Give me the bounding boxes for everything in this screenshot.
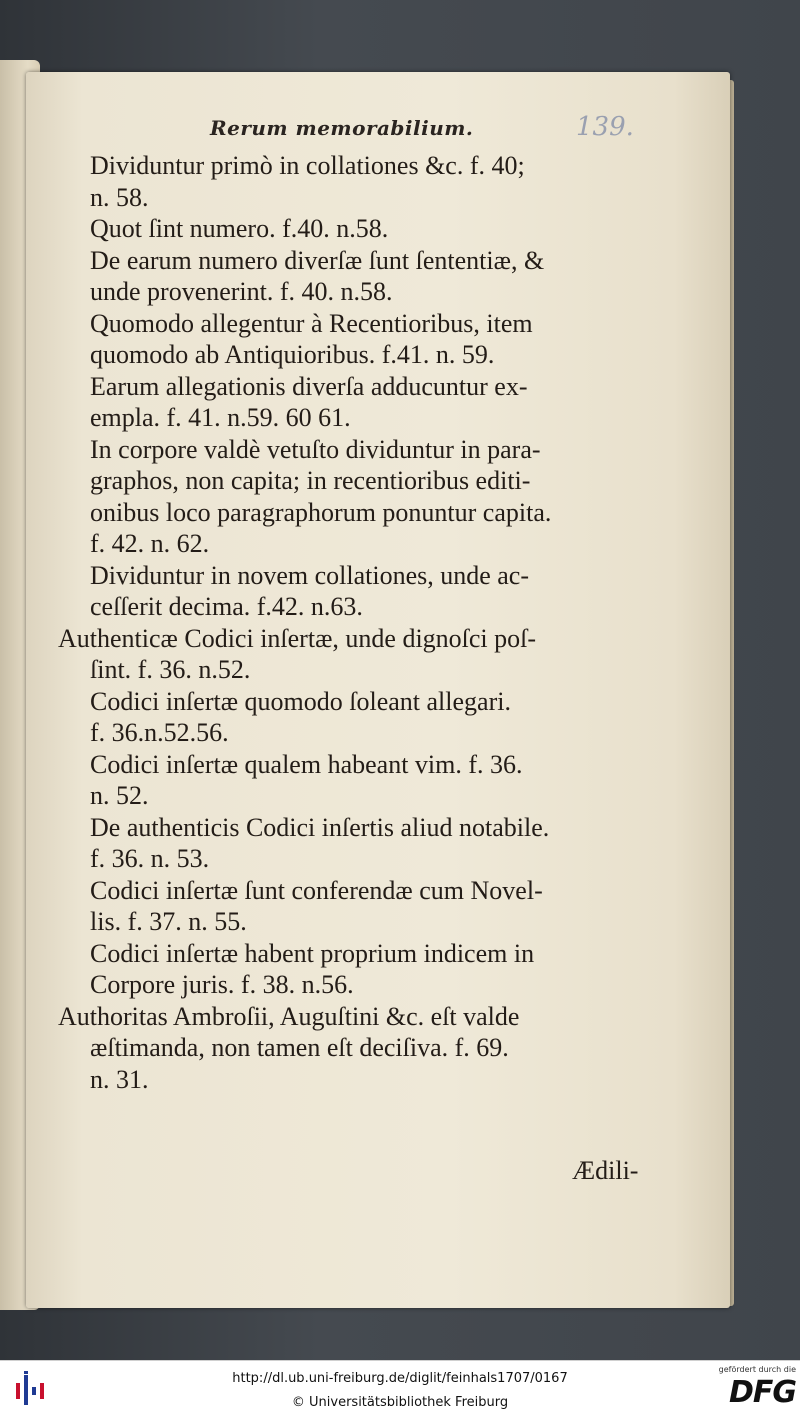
index-line: empla. f. 41. n.59. 60 61. (90, 403, 351, 432)
index-line: unde provenerint. f. 40. n.58. (90, 277, 393, 306)
index-line: ſint. f. 36. n.52. (90, 655, 251, 684)
index-line: Codici inſertæ quomodo ſoleant allegari. (90, 686, 511, 716)
index-line: Codici inſertæ habent proprium indicem in (90, 938, 535, 968)
index-line: Codici inſertæ ſunt conferendæ cum Novel- (90, 875, 543, 905)
index-line: Authenticæ Codici inſertæ, unde dignoſci poſ- (58, 623, 537, 653)
index-line: Codici inſertæ qualem habeant vim. f. 36. (90, 749, 523, 779)
index-line: f. 36. n. 53. (90, 844, 210, 873)
index-line: lis. f. 37. n. 55. (90, 907, 247, 936)
running-head: Rerum memorabilium. (210, 116, 474, 140)
folio-number: 139. (576, 112, 634, 142)
index-line: In corpore valdè vetuſto dividuntur in para- (90, 434, 541, 464)
copyright-notice: © Universitätsbibliothek Freiburg (291, 1395, 509, 1410)
index-line: Dividuntur primò in collationes &c. f. 40; (90, 151, 525, 180)
index-line: f. 36.n.52.56. (90, 718, 229, 747)
index-line: Quomodo allegentur à Recentioribus, item (90, 308, 533, 338)
permalink-url[interactable]: http://dl.ub.uni-freiburg.de/diglit/feinhals1707/0167 (232, 1371, 568, 1386)
dfg-funding-caption: gefördert durch die (718, 1365, 796, 1374)
index-line: Corpore juris. f. 38. n.56. (90, 970, 354, 999)
viewer-footer (0, 1360, 800, 1416)
index-line: graphos, non capita; in recentioribus editi- (90, 466, 531, 495)
index-line: n. 31. (90, 1064, 149, 1094)
index-line: Dividuntur in novem collationes, unde ac- (90, 560, 530, 590)
index-line: Quot ſint numero. f.40. n.58. (90, 214, 389, 243)
index-text-block (58, 150, 638, 1095)
dfg-logo[interactable]: DFG (728, 1375, 796, 1410)
index-line: n. 58. (90, 182, 149, 212)
index-line: æſtimanda, non tamen eſt deciſiva. f. 69. (90, 1033, 509, 1062)
index-line: Earum allegationis diverſa adducuntur ex- (90, 371, 528, 401)
index-line: De authenticis Codici inſertis aliud notabile. (90, 812, 550, 842)
index-line: onibus loco paragraphorum ponuntur capita. (90, 497, 552, 527)
index-line: f. 42. n. 62. (90, 529, 210, 558)
index-line: ceſſerit decima. f.42. n.63. (90, 592, 363, 621)
index-line: quomodo ab Antiquioribus. f.41. n. 59. (90, 340, 495, 369)
catchword: Ædili- (572, 1156, 639, 1185)
index-line: De earum numero diverſæ ſunt ſententiæ, & (90, 245, 545, 275)
index-line: n. 52. (90, 781, 149, 810)
index-line: Authoritas Ambroſii, Auguſtini &c. eſt valde (58, 1001, 520, 1031)
